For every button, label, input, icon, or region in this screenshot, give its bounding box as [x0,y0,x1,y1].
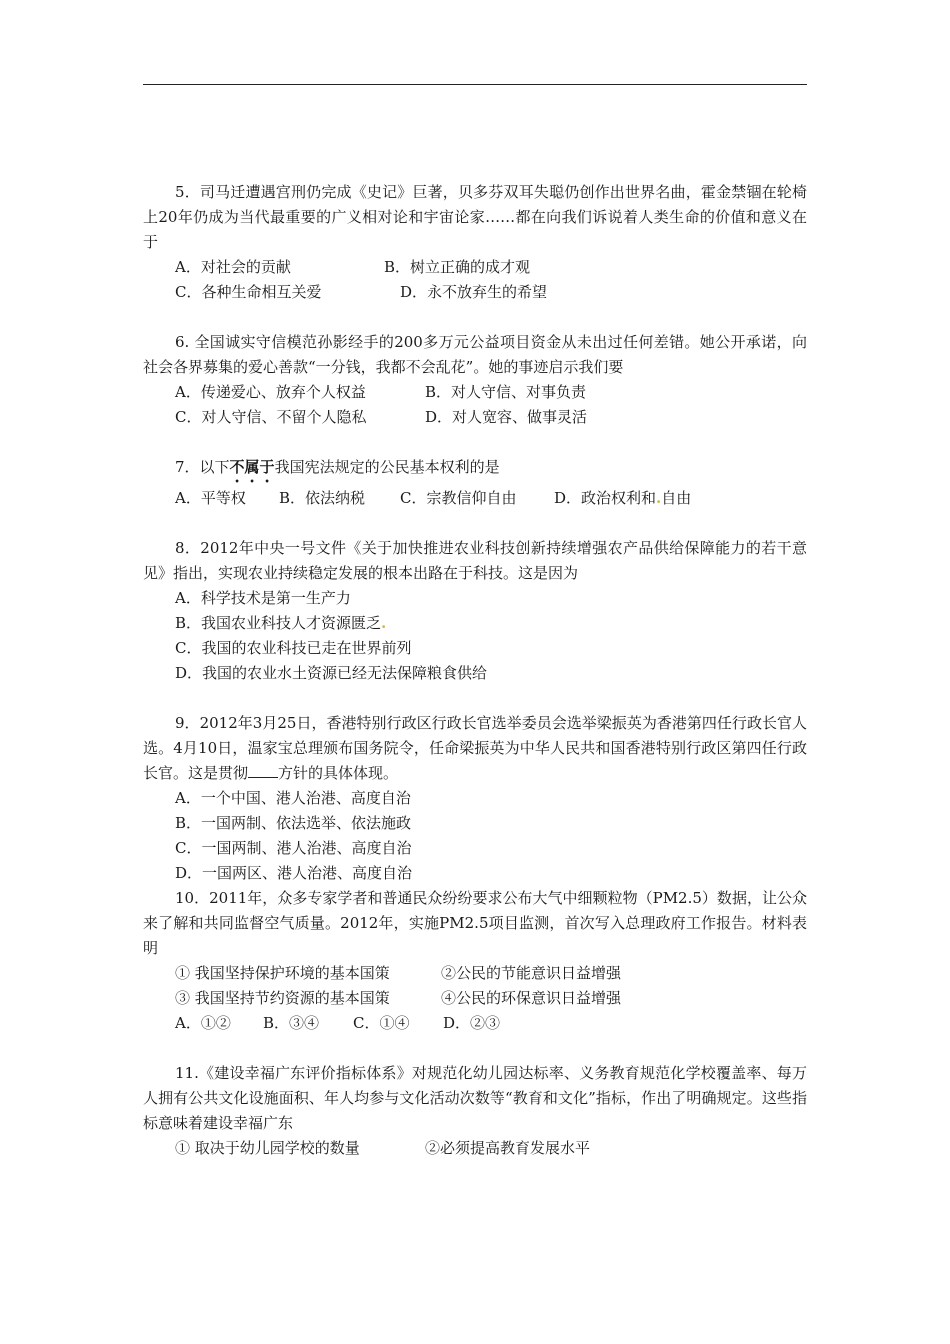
question-10-item-3: ③ 我国坚持节约资源的基本国策 [175,989,390,1007]
question-11-stem: 11.《建设幸福广东评价指标体系》对规范化幼儿园达标率、义务教育规范化学校覆盖率、每万人拥有公共文化设施面积、年人均参与文化活动次数等“教育和文化”指标，作出了明确规定。这些指标意味着建设幸福广东 [143,1064,807,1132]
question-10-option-a[interactable]: A．①② [175,1014,231,1032]
question-10-item-4: ④公民的环保意识日益增强 [441,989,622,1007]
question-7-options-row [143,486,807,511]
question-10-option-b[interactable]: B．③④ [263,1014,320,1032]
stray-mark: . [656,489,662,507]
question-8 [143,536,807,686]
question-8-option-c[interactable]: C．我国的农业科技已走在世界前列 [175,639,412,657]
question-6-option-c[interactable]: C．对人守信、不留个人隐私 [175,408,367,426]
question-11-items-row-1 [143,1136,807,1161]
question-7-option-d-prefix: D．政治权利和 [554,489,657,507]
answer-blank [248,763,278,778]
question-10-stem: 10．2011年，众多专家学者和普通民众纷纷要求公布大气中细颗粒物（PM2.5）数据，让公众来了解和共同监督空气质量。2012年，实施PM2.5项目监测，首次写入总理政府工作报告。材料表明 [143,889,807,957]
question-9-option-d[interactable]: D．一国两区、港人治港、高度自治 [175,864,413,882]
question-6-options-row-2 [143,405,807,430]
question-5 [143,180,807,305]
question-11 [143,1061,807,1161]
header-rule [143,84,807,85]
question-9 [143,711,807,886]
question-6-option-b[interactable]: B．对人守信、对事负责 [425,383,587,401]
question-11-item-1: ① 取决于幼儿园学校的数量 [175,1139,360,1157]
question-8-option-b[interactable]: B．我国农业科技人才资源匮乏 [175,614,382,632]
question-8-option-d[interactable]: D．我国的农业水土资源已经无法保障粮食供给 [175,664,488,682]
question-list [143,180,807,1161]
question-9-stem-suffix: 方针的具体体现。 [278,764,399,782]
question-9-stem-prefix: 9．2012年3月25日，香港特别行政区行政长官选举委员会选举梁振英为香港第四任行政长官人选。4月10日，温家宝总理颁布国务院令，任命梁振英为中华人民共和国香港特别行政区第四任行政长官。这是贯彻 [143,714,807,782]
question-5-option-a[interactable]: A．对社会的贡献 [175,258,291,276]
question-7 [143,455,807,511]
question-10-item-1: ① 我国坚持保护环境的基本国策 [175,964,390,982]
question-8-option-a[interactable]: A．科学技术是第一生产力 [175,589,351,607]
question-5-options-row-2 [143,280,807,305]
question-7-option-d-suffix: 自由 [661,489,692,507]
question-9-option-a[interactable]: A．一个中国、港人治港、高度自治 [175,789,411,807]
question-9-option-c[interactable]: C．一国两制、港人治港、高度自治 [175,839,412,857]
question-7-option-c[interactable]: C．宗教信仰自由 [400,489,517,507]
question-10-items-row-1 [143,961,807,986]
question-10 [143,886,807,1036]
question-7-stem-suffix: 我国宪法规定的公民基本权利的是 [274,458,500,476]
question-7-option-b[interactable]: B．依法纳税 [279,489,366,507]
question-9-option-b[interactable]: B．一国两制、依法选举、依法施政 [175,814,412,832]
question-11-item-2: ②必须提高教育发展水平 [425,1139,591,1157]
question-6-stem: 6. 全国诚实守信模范孙影经手的200多万元公益项目资金从未出过任何差错。她公开承诺，向社会各界募集的爱心善款“一分钱，我都不会乱花”。她的事迹启示我们要 [143,333,807,376]
question-10-option-c[interactable]: C．①④ [353,1014,410,1032]
question-10-item-2: ②公民的节能意识日益增强 [441,964,622,982]
question-8-stem: 8．2012年中央一号文件《关于加快推进农业科技创新持续增强农产品供给保障能力的若干意见》指出，实现农业持续稳定发展的根本出路在于科技。这是因为 [143,539,807,582]
question-7-stem-prefix: 7．以下 [175,458,230,476]
question-9-stem [143,711,807,786]
question-5-option-b[interactable]: B．树立正确的成才观 [384,258,531,276]
question-7-option-a[interactable]: A．平等权 [175,489,246,507]
question-5-options-row-1 [143,255,807,280]
question-6-options-row-1 [143,380,807,405]
question-7-option-d[interactable] [554,489,691,507]
question-7-stem-emphasis: 不属于 [229,458,275,476]
question-10-items-row-2 [143,986,807,1011]
question-5-option-d[interactable]: D．永不放弃生的希望 [400,283,548,301]
question-6 [143,330,807,430]
question-6-option-a[interactable]: A．传递爱心、放弃个人权益 [175,383,366,401]
question-5-stem: 5．司马迁遭遇宫刑仍完成《史记》巨著，贝多芬双耳失聪仍创作出世界名曲，霍金禁锢在轮椅上20年仍成为当代最重要的广义相对论和宇宙论家……都在向我们诉说着人类生命的价值和意义在于 [143,183,807,251]
question-7-stem [143,455,807,486]
question-5-option-c[interactable]: C．各种生命相互关爱 [175,283,322,301]
question-8-option-b-row [143,611,807,636]
question-6-option-d[interactable]: D．对人宽容、做事灵活 [425,408,588,426]
question-10-options-row [143,1011,807,1036]
stray-mark-2: . [381,614,387,632]
question-10-option-d[interactable]: D．②③ [443,1014,501,1032]
